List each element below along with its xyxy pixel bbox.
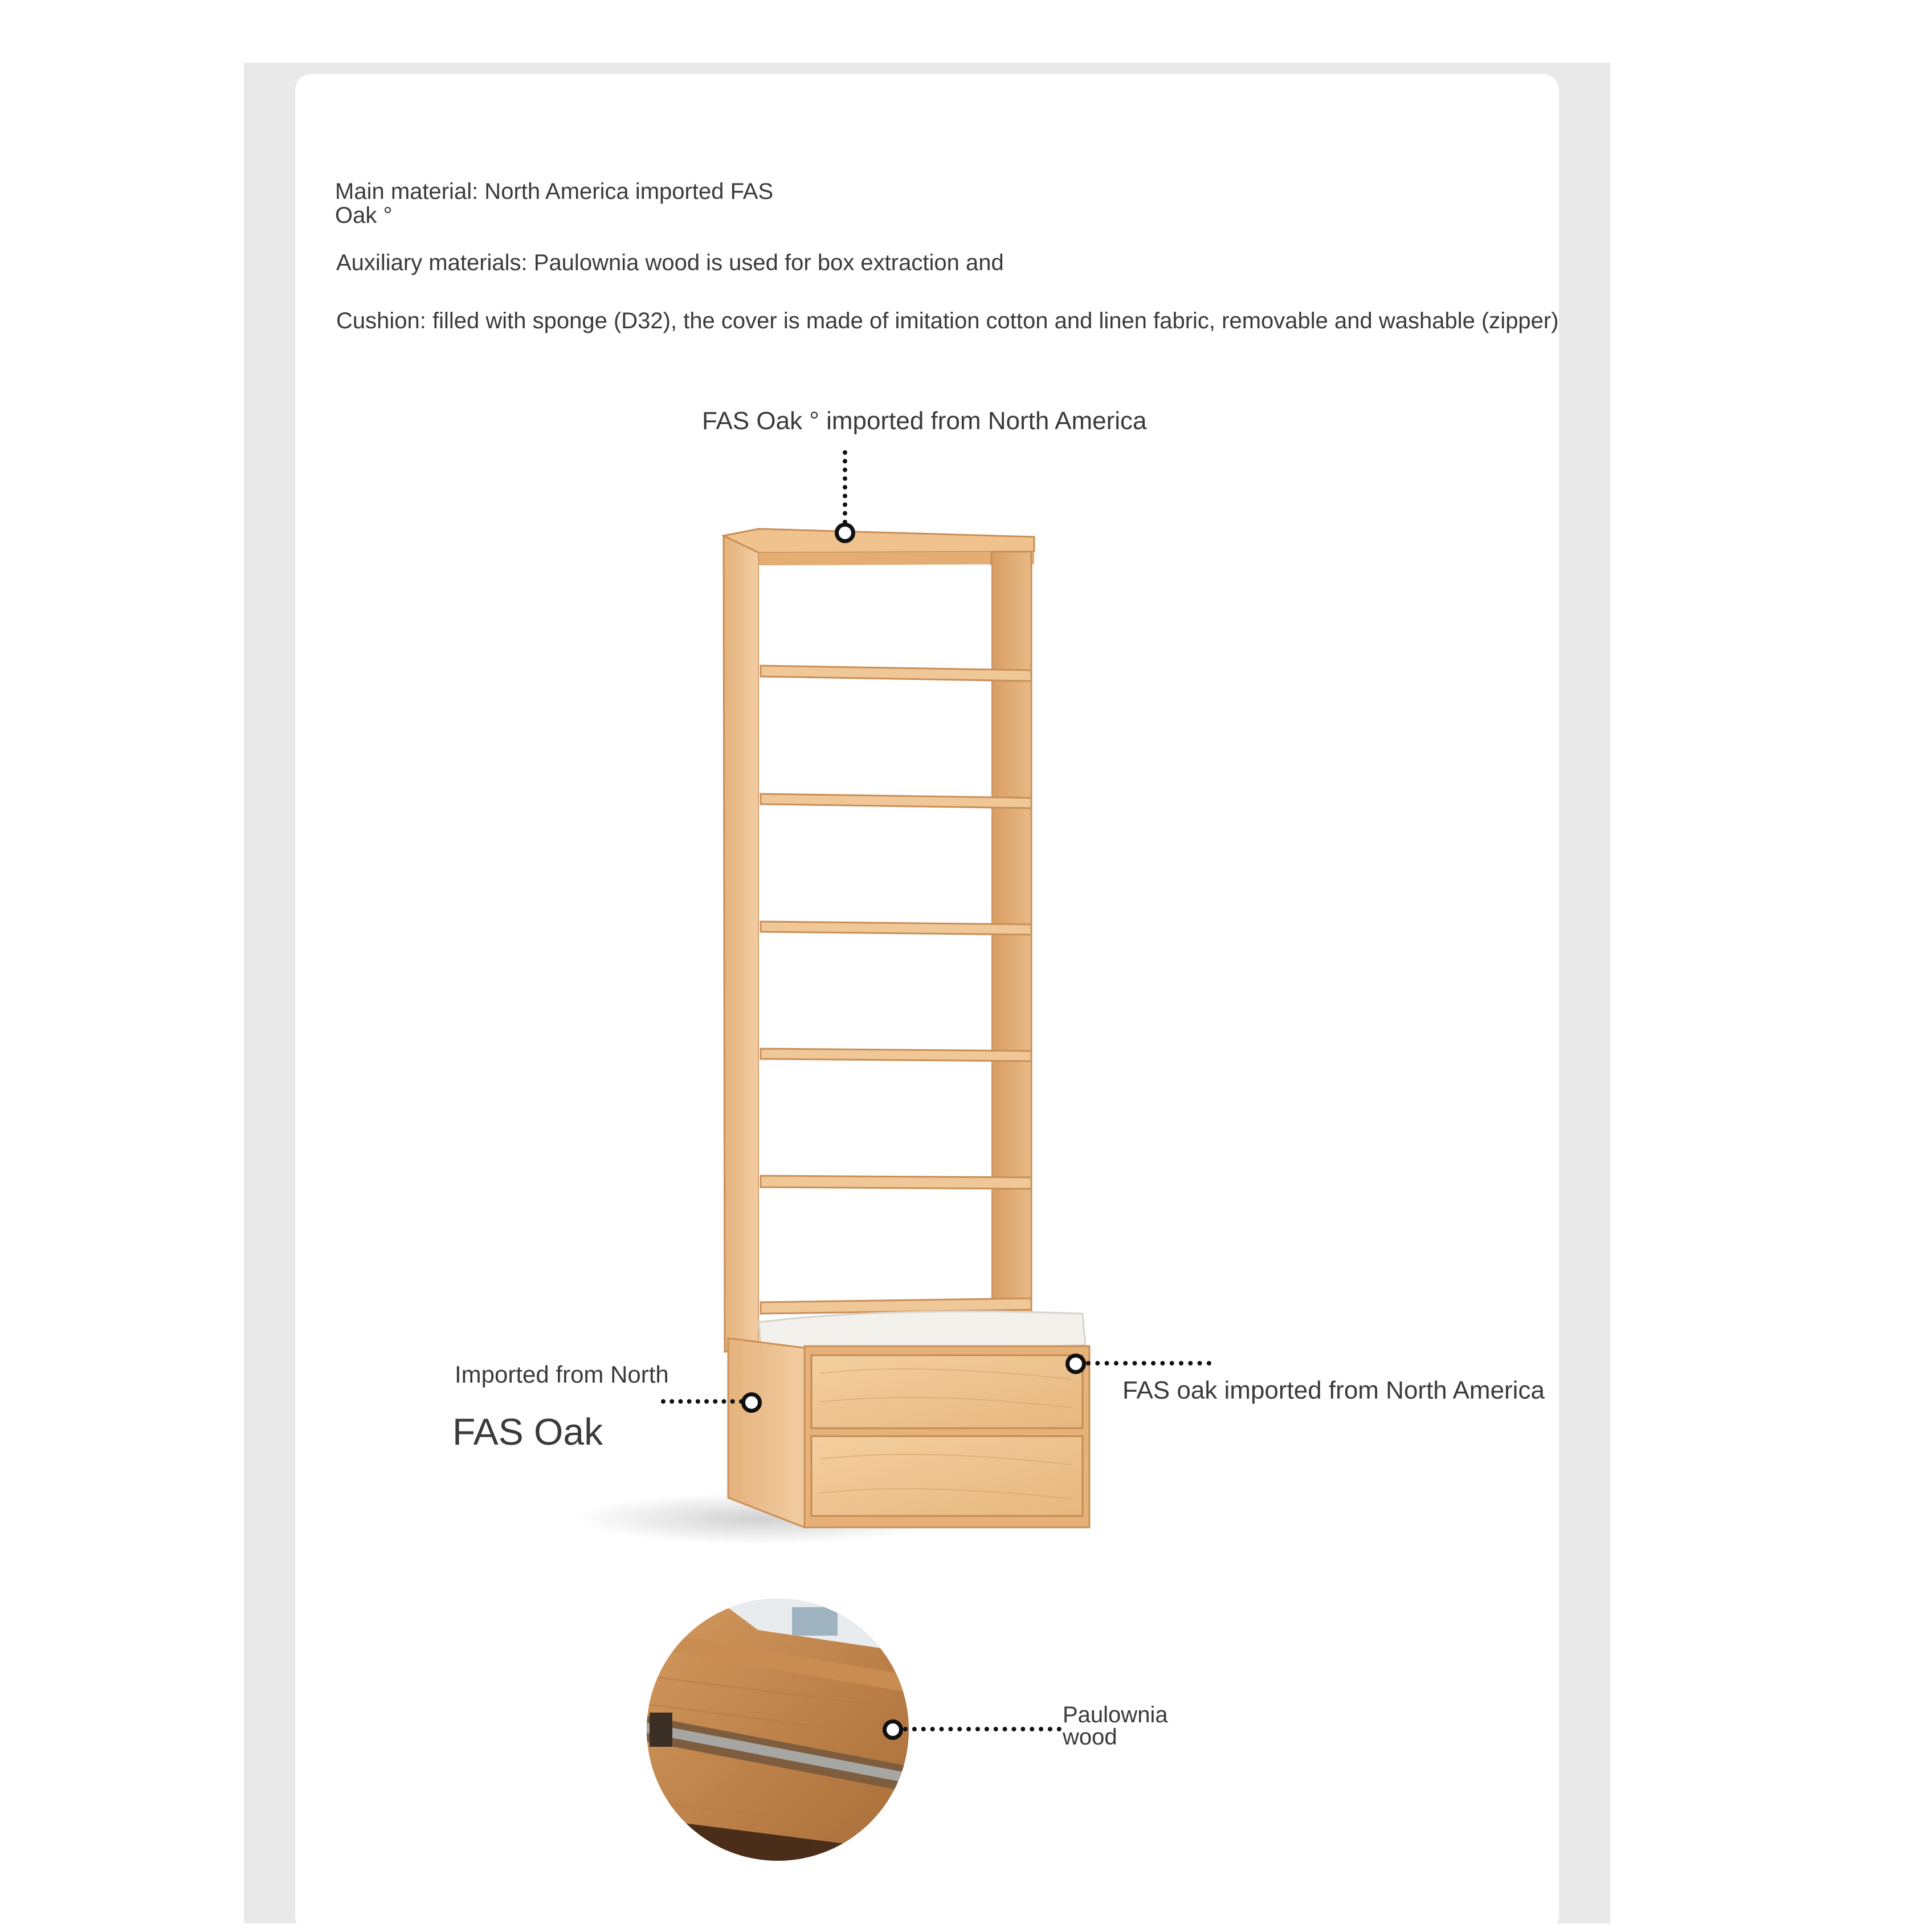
- callout-bottom-text: Paulownia: [1063, 1702, 1168, 1727]
- callout-right-text: FAS oak imported from North America: [1122, 1376, 1545, 1404]
- callout-left-big-text: FAS Oak: [452, 1411, 603, 1453]
- callout-left-text: Imported from North: [455, 1361, 669, 1388]
- bookshelf-bench-illustration: [570, 513, 1140, 1556]
- callout-top-text: FAS Oak ° imported from North America: [702, 407, 1147, 435]
- callout-left-marker: [741, 1392, 762, 1413]
- callout-right-marker: [1065, 1354, 1086, 1374]
- callout-left-leader: [661, 1399, 744, 1404]
- cushion-text: Cushion: filled with sponge (D32), the cover is made of imitation cotton and linen fabric, removable and washable (zipper): [336, 308, 1559, 333]
- auxiliary-material-text: Auxiliary materials: Paulownia wood is used for box extraction and: [336, 250, 1004, 275]
- callout-top-marker: [835, 523, 855, 543]
- callout-right-leader: [1086, 1361, 1211, 1366]
- callout-bottom-marker: [883, 1719, 903, 1740]
- callout-top-leader: [843, 450, 847, 524]
- drawer-slide-detail-image: [644, 1596, 912, 1864]
- callout-bottom-leader: [903, 1727, 1061, 1731]
- main-material-text: Main material: North America imported FAS: [335, 179, 774, 204]
- callout-bottom-text-cont: wood: [1063, 1725, 1117, 1750]
- main-material-text-cont: Oak °: [335, 203, 393, 228]
